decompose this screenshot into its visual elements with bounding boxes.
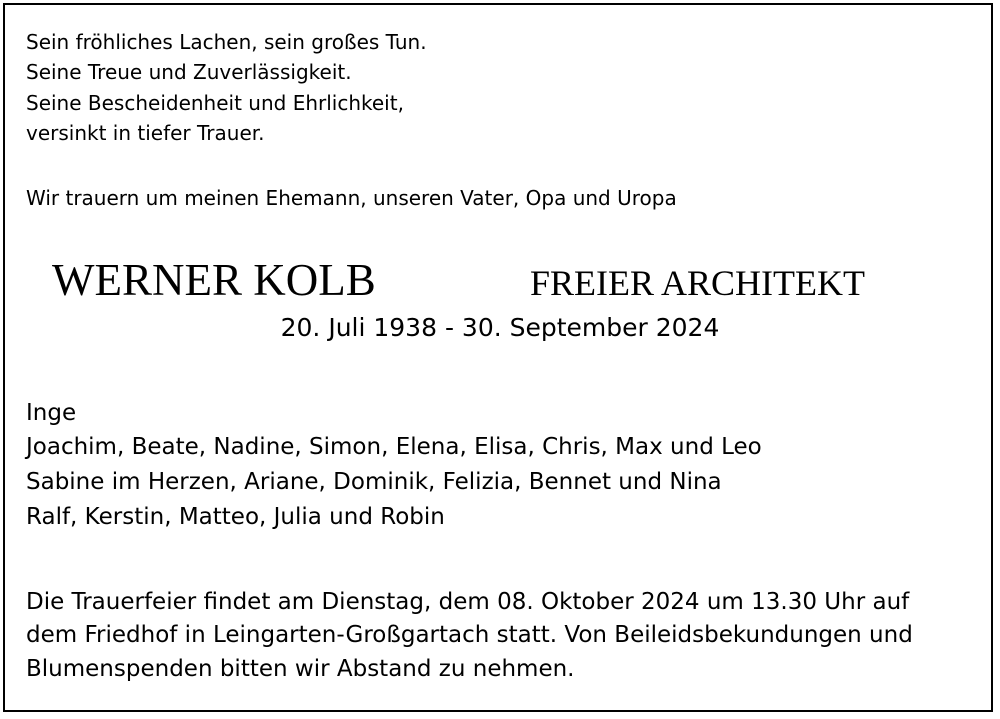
- family-line: Joachim, Beate, Nadine, Simon, Elena, Elisa, Chris, Max und Leo: [26, 434, 762, 460]
- poem-line: Sein fröhliches Lachen, sein großes Tun.: [26, 30, 427, 54]
- notice-line: dem Friedhof in Leingarten-Großgartach statt. Von Beileidsbekundungen und: [26, 622, 913, 648]
- notice-line: Blumenspenden bitten wir Abstand zu nehmen.: [26, 656, 575, 682]
- life-dates: 20. Juli 1938 - 30. September 2024: [280, 313, 720, 342]
- poem-line: versinkt in tiefer Trauer.: [26, 121, 265, 145]
- family-line: Inge: [26, 400, 77, 426]
- poem-line: Seine Bescheidenheit und Ehrlichkeit,: [26, 91, 404, 115]
- family-line: Sabine im Herzen, Ariane, Dominik, Felizia, Bennet und Nina: [26, 469, 722, 495]
- notice-line: Die Trauerfeier findet am Dienstag, dem 08. Oktober 2024 um 13.30 Uhr auf: [26, 589, 910, 615]
- intro-text: Wir trauern um meinen Ehemann, unseren Vater, Opa und Uropa: [26, 186, 677, 210]
- deceased-title: FREIER ARCHITEKT: [530, 263, 866, 303]
- poem-line: Seine Treue und Zuverlässigkeit.: [26, 60, 352, 84]
- family-line: Ralf, Kerstin, Matteo, Julia und Robin: [26, 504, 445, 530]
- deceased-name: WERNER KOLB: [52, 255, 376, 305]
